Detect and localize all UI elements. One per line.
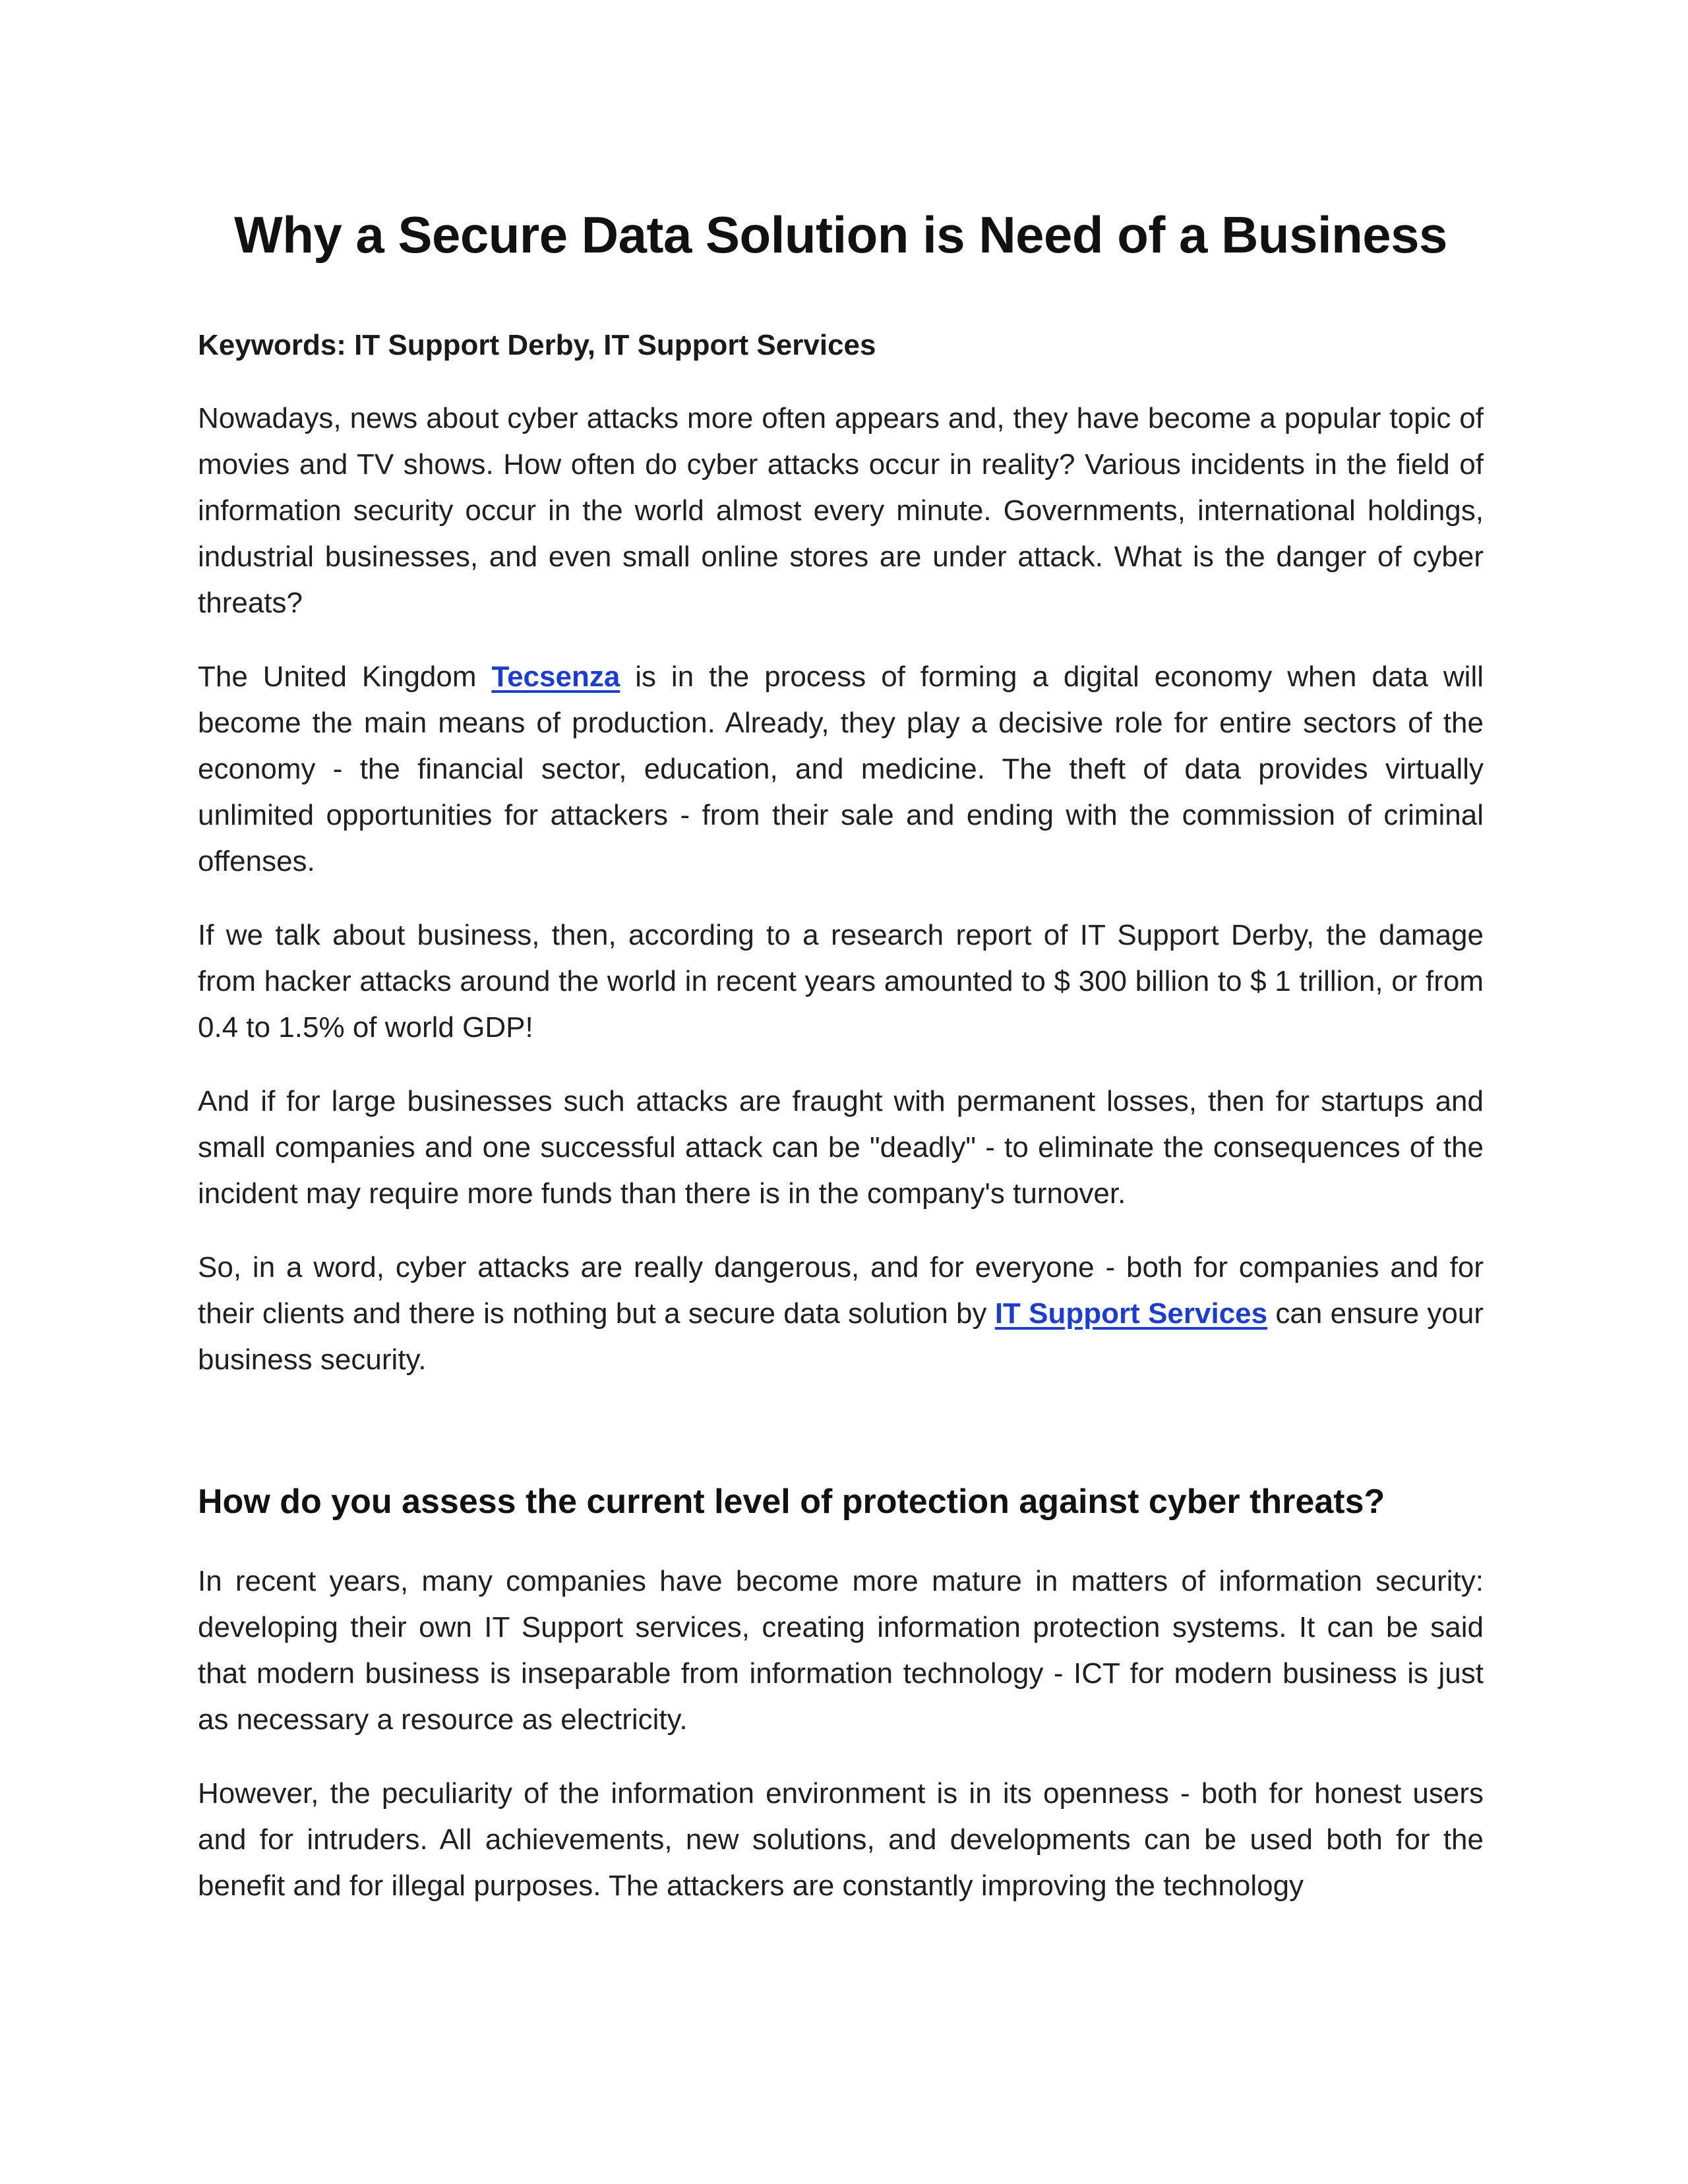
paragraph-intro: Nowadays, news about cyber attacks more often appears and, they have become a popular topic of movies and TV shows. How often do cyber attacks occur in reality? Various incidents in the field of information security occur in the world almost every minute. Governments, international holdings, industrial businesses, and even small online stores are under attack. What is the danger of cyber threats? [198, 402, 1484, 619]
paragraph-openness: However, the peculiarity of the information environment is in its openness - both for honest users and for intruders. All achievements, new solutions, and developments can be used both for the benefit and for illegal purposes. The attackers are constantly improving the technology [198, 1777, 1484, 1902]
paragraph-text: So, in a word, cyber attacks are really dangerous, and for everyone - both for companies and for their clients and there is nothing but a secure data solution by [198, 1251, 1484, 1330]
keywords-line: Keywords: IT Support Derby, IT Support Services [198, 329, 876, 361]
document-page [198, 198, 1484, 1937]
tecsenza-link[interactable]: Tecsenza [491, 661, 620, 693]
paragraph-text: is in the process of forming a digital economy when data will become the main means of production. Already, they play a decisive role for entire sectors of the economy - the financial sector, education, and medicine. The theft of data provides virtually unlimited opportunities for attackers - from their sale and ending with the commission of criminal offenses. [198, 661, 1484, 877]
paragraph-text: The United Kingdom [198, 661, 492, 693]
section-spacer [198, 1411, 1484, 1477]
it-support-services-link[interactable]: IT Support Services [994, 1297, 1268, 1330]
paragraph-small-companies: And if for large businesses such attacks are fraught with permanent losses, then for startups and small companies and one successful attack can be "deadly" - to eliminate the consequences of the incident may require more funds than there is in the company's turnover. [198, 1085, 1484, 1210]
paragraph-maturity: In recent years, many companies have become more mature in matters of information security: developing their own IT Support services, creating information protection systems. It can be said that modern business is inseparable from information technology - ICT for modern business is just as necessary a resource as electricity. [198, 1565, 1484, 1736]
paragraph-damage-report: If we talk about business, then, according to a research report of IT Support Derby, the damage from hacker attacks around the world in recent years amounted to $ 300 billion to $ 1 trillion, or from 0.4 to 1.5% of world GDP! [198, 919, 1484, 1044]
paragraph-digital-economy [198, 654, 1484, 885]
document-title: Why a Secure Data Solution is Need of a Business [234, 206, 1447, 264]
paragraph-text: can ensure your business security. [198, 1297, 1484, 1376]
section-heading: How do you assess the current level of protection against cyber threats? [198, 1483, 1385, 1521]
paragraph-secure-solution [198, 1245, 1484, 1383]
